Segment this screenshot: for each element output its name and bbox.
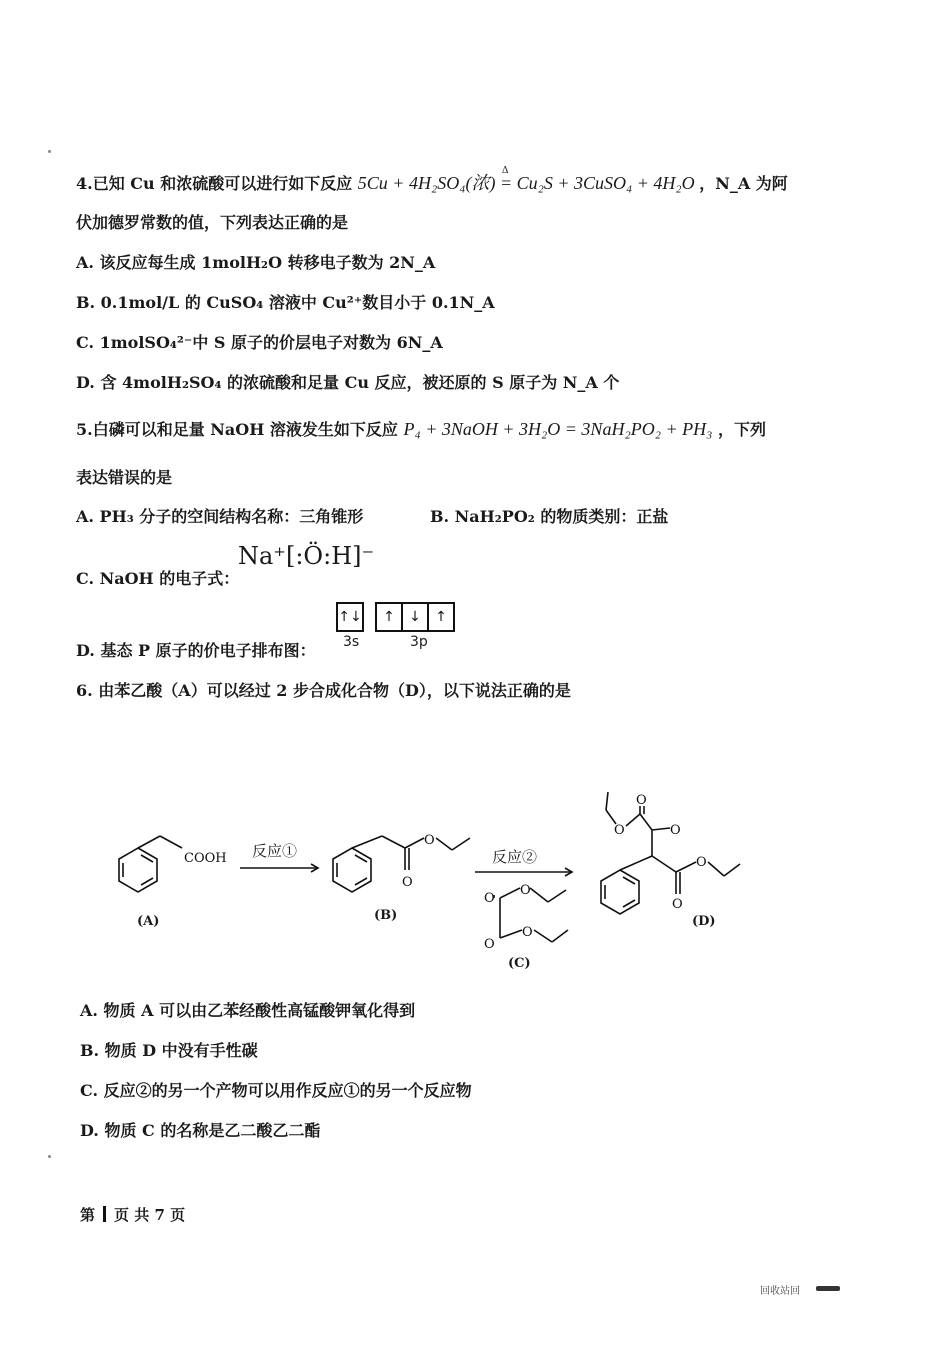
- compound-d-ring-to-ch: [620, 856, 652, 870]
- page-footer: [80, 1204, 185, 1225]
- compound-c-o-1: O: [484, 891, 495, 906]
- compound-d-ch-to-ester2: [652, 856, 676, 872]
- orbital-3p-cell-2: ↓: [403, 604, 429, 630]
- label-d: (D): [692, 914, 716, 929]
- q4-option-d: D. 含 4molH₂SO₄ 的浓硫酸和足量 Cu 反应，被还原的 S 原子为 N_A 个: [76, 373, 620, 392]
- compound-b-ester-o: O: [424, 833, 435, 848]
- orbital-3p-box: [375, 602, 455, 632]
- footer-divider: [103, 1206, 106, 1222]
- compound-b-ethyl-2: [452, 838, 470, 850]
- q5-suffix: ，下列: [717, 420, 766, 439]
- compound-d-o-ester1: O: [614, 823, 625, 838]
- compound-c-ethyl-2b: [552, 930, 568, 942]
- compound-d-ester1-ethyl-a: [606, 810, 616, 824]
- q4-stem-line2: 伏加德罗常数的值，下列表达正确的是: [76, 213, 349, 232]
- q6-option-a: A. 物质 A 可以由乙苯经酸性高锰酸钾氧化得到: [80, 1001, 416, 1020]
- orbital-3p-label: 3p: [410, 634, 428, 650]
- q5-option-d-label: D. 基态 P 原子的价电子排布图：: [76, 641, 316, 660]
- q4-prefix: 4.已知 Cu 和浓硫酸可以进行如下反应: [76, 174, 353, 193]
- compound-a-ring: [119, 848, 157, 892]
- orbital-3p-cell-1: ↑: [377, 604, 403, 630]
- q4-option-b: B. 0.1mol/L 的 CuSO₄ 溶液中 Cu²⁺数目小于 0.1N_A: [76, 293, 495, 312]
- q4-equation-condition-wrap: [499, 165, 695, 194]
- q5-stem-line2: 表达错误的是: [76, 468, 173, 487]
- corner-watermark: 回收站回: [760, 1286, 800, 1297]
- compound-c-ethyl-1a: [530, 888, 548, 902]
- q5-option-b: B. NaH₂PO₂ 的物质类别：正盐: [430, 507, 669, 526]
- compound-b-bond-2: [382, 836, 405, 848]
- q4-stem-line1: [76, 165, 788, 195]
- q5-equation: P₄ + 3NaOH + 3H₂O = 3NaH₂PO₂ + PH₃: [403, 419, 713, 439]
- reaction-scheme: [0, 770, 950, 1010]
- compound-b-ethyl-1: [436, 838, 452, 850]
- compound-b-carbonyl-o: O: [402, 875, 413, 890]
- q5-option-c-label: C. NaOH 的电子式：: [76, 569, 240, 588]
- compound-d-ester1-ethyl-b: [606, 792, 608, 810]
- orbital-3s-box: [336, 602, 364, 632]
- compound-b-ester-bond: [405, 838, 424, 848]
- compound-c-o-3: O: [484, 937, 495, 952]
- compound-c-o-2: O: [520, 883, 531, 898]
- compound-d-o-ester1-carbonyl: O: [636, 793, 647, 808]
- compound-d-o-keto: O: [670, 823, 681, 838]
- q6-option-d: D. 物质 C 的名称是乙二酸乙二酯: [80, 1121, 321, 1140]
- naoh-electron-formula: Na⁺[:Ö:H]⁻: [238, 542, 375, 570]
- q4-equation-lhs: 5Cu + 4H₂SO₄(浓): [357, 173, 496, 193]
- compound-c-c2-ester: [500, 930, 522, 938]
- compound-d-ester2-o: [676, 862, 696, 872]
- q4-equation: [357, 165, 699, 193]
- compound-d-ester2-ethyl-b: [724, 864, 740, 876]
- compound-a-ch2-bond-1: [138, 836, 160, 848]
- scan-speck-1: [48, 150, 51, 153]
- q4-heat-symbol: Δ: [501, 165, 509, 176]
- compound-a-cooh: COOH: [184, 851, 227, 866]
- compound-b-ring: [333, 848, 371, 892]
- label-c: (C): [508, 956, 531, 971]
- compound-d-o-ester2-carbonyl: O: [672, 897, 683, 912]
- scan-speck-2: [48, 1155, 51, 1158]
- q4-option-a: A. 该反应每生成 1molH₂O 转移电子数为 2N_A: [76, 253, 436, 272]
- footer-right: 页 共 7 页: [114, 1206, 186, 1224]
- q4-suffix: ，N_A 为阿: [699, 174, 788, 193]
- reaction-1-label: 反应①: [252, 842, 298, 860]
- compound-a-ch2-bond-2: [160, 836, 182, 848]
- compound-c-ethyl-2a: [534, 930, 552, 942]
- label-b: (B): [374, 908, 398, 923]
- label-a: (A): [137, 914, 160, 929]
- compound-d-o-ester2: O: [696, 855, 707, 870]
- compound-b-bond-1: [352, 836, 382, 848]
- orbital-3s-label: 3s: [343, 634, 360, 650]
- compound-d-keto-carbonyl: [652, 828, 670, 830]
- q6-option-c: C. 反应②的另一个产物可以用作反应①的另一个反应物: [80, 1081, 472, 1100]
- q5-stem-line1: [76, 418, 766, 441]
- q5-prefix: 5.白磷可以和足量 NaOH 溶液发生如下反应: [76, 420, 398, 439]
- corner-bar: [816, 1286, 840, 1291]
- footer-left: 第: [80, 1206, 96, 1224]
- reaction-2-label: 反应②: [492, 848, 538, 866]
- orbital-3s-cell: ↑↓: [338, 609, 362, 625]
- compound-c-c1-ester: [500, 888, 520, 898]
- q6-stem: 6. 由苯乙酸（A）可以经过 2 步合成化合物（D），以下说法正确的是: [76, 681, 571, 700]
- q4-equation-rhs: = Cu₂S + 3CuSO₄ + 4H₂O: [499, 173, 695, 193]
- compound-d-ester1-o: [626, 814, 640, 826]
- compound-c-ethyl-1b: [548, 890, 566, 902]
- q6-option-b: B. 物质 D 中没有手性碳: [80, 1041, 258, 1060]
- compound-d-keto-to-ester: [640, 814, 652, 830]
- compound-c-o-4: O: [522, 925, 533, 940]
- orbital-3p-cell-3: ↑: [435, 609, 447, 625]
- q4-option-c: C. 1molSO₄²⁻中 S 原子的价层电子对数为 6N_A: [76, 333, 443, 352]
- q5-option-a: A. PH₃ 分子的空间结构名称：三角锥形: [76, 507, 364, 526]
- compound-d-ring: [601, 870, 639, 914]
- compound-d-ester2-ethyl-a: [708, 862, 724, 876]
